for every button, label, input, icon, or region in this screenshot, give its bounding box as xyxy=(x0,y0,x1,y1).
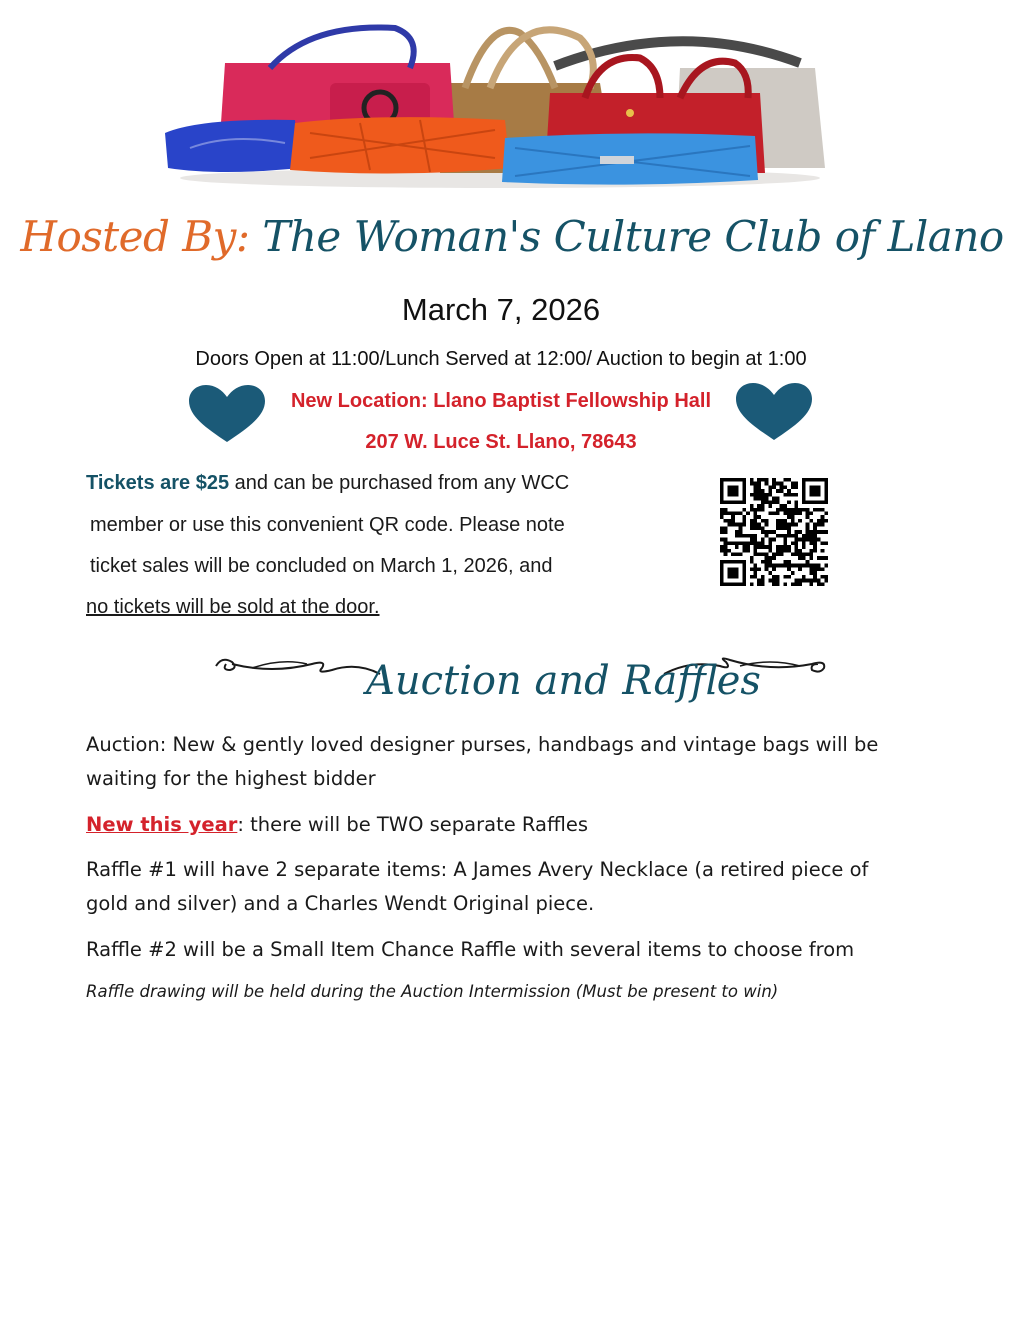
tickets-line-4 xyxy=(86,596,380,619)
tickets-line-1 xyxy=(86,472,569,495)
raffle-1-line-1: Raffle #1 will have 2 separate items: A James Avery Necklace (a retired piece of xyxy=(86,858,869,881)
qr-code-icon[interactable] xyxy=(713,478,835,586)
event-schedule: Doors Open at 11:00/Lunch Served at 12:00/ Auction to begin at 1:00 xyxy=(195,348,807,370)
auction-line-2: waiting for the highest bidder xyxy=(86,767,376,790)
raffle-1-line-2: gold and silver) and a Charles Wendt Original piece. xyxy=(86,892,595,915)
swirl-divider-icon xyxy=(212,652,382,682)
auction-raffles-heading: Auction and Raffles xyxy=(366,658,761,704)
hosted-by-label: Hosted By: xyxy=(20,212,250,261)
hosted-by-heading xyxy=(0,212,1024,261)
tickets-line-1-text: and can be purchased from any WCC xyxy=(229,472,570,494)
raffle-1-description xyxy=(86,853,926,921)
no-door-sales: no tickets will be sold at the door. xyxy=(86,596,380,618)
new-this-year-label: New this year xyxy=(86,813,238,836)
auction-description xyxy=(86,728,926,796)
drawing-note: Raffle drawing will be held during the Auction Intermission (Must be present to win) xyxy=(86,982,779,1001)
purses-image xyxy=(160,8,840,193)
tickets-line-3: ticket sales will be concluded on March 1, 2026, and xyxy=(90,555,553,577)
new-this-year-text: : there will be TWO separate Raffles xyxy=(237,813,588,836)
address-line: 207 W. Luce St. Llano, 78643 xyxy=(365,431,637,453)
ticket-price: Tickets are $25 xyxy=(86,472,230,494)
event-date: March 7, 2026 xyxy=(401,292,601,327)
raffle-2-description: Raffle #2 will be a Small Item Chance Raffle with several items to choose from xyxy=(86,938,855,961)
new-this-year-line xyxy=(86,808,926,842)
club-name: The Woman's Culture Club of Llano xyxy=(262,212,1004,261)
auction-line-1: Auction: New & gently loved designer purses, handbags and vintage bags will be xyxy=(86,733,879,756)
tickets-line-2: member or use this convenient QR code. Please note xyxy=(90,514,565,536)
location-line: New Location: Llano Baptist Fellowship Hall xyxy=(290,390,712,412)
